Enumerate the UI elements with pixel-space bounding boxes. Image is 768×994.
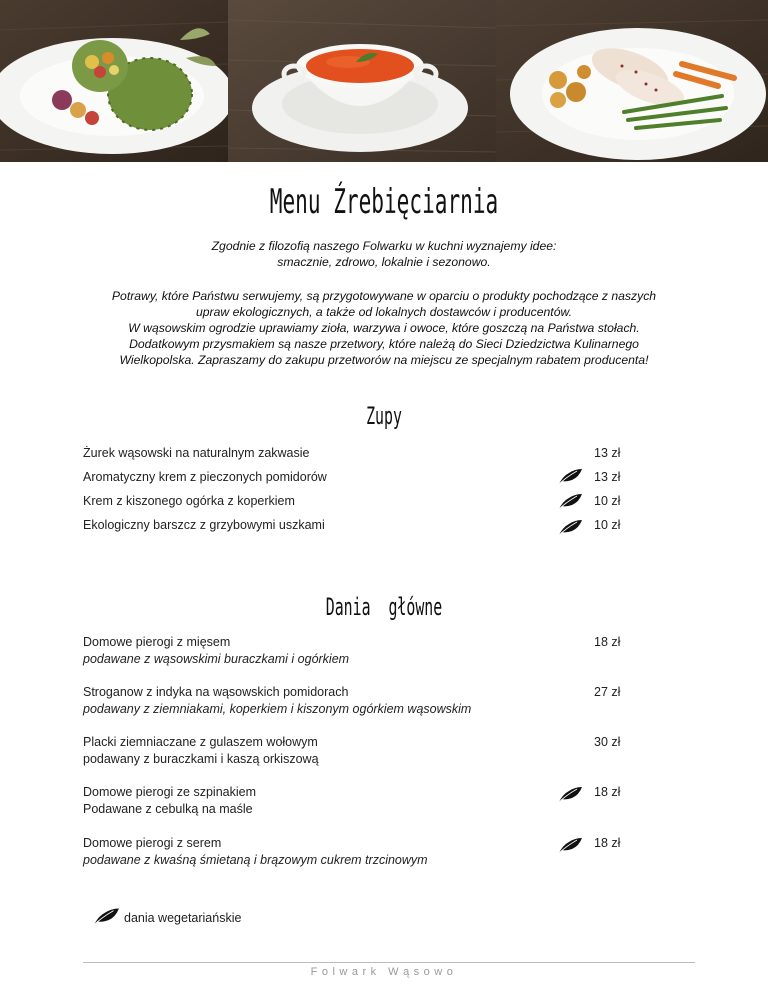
intro-line: smacznie, zdrowo, lokalnie i sezonowo. — [277, 255, 491, 269]
intro-line: Wielkopolska. Zapraszamy do zakupu przetworów na miejscu ze specjalnym rabatem producenta! — [119, 353, 649, 367]
menu-item-main — [83, 685, 683, 716]
menu-item-soup — [83, 494, 683, 508]
footer-brand: Folwark Wąsowo — [310, 966, 458, 978]
chicken-dish-photo — [496, 0, 768, 162]
menu-item-main — [83, 785, 683, 816]
item-name: Aromatyczny krem z pieczonych pomidorów — [83, 470, 327, 484]
item-name: Stroganow z indyka na wąsowskich pomidorach — [83, 685, 349, 699]
legend-label: dania wegetariańskie — [124, 911, 242, 925]
item-description: Podawane z cebulką na maśle — [83, 802, 253, 816]
item-description: podawany z buraczkami i kaszą orkiszową — [83, 752, 319, 766]
item-name: Domowe pierogi z serem — [83, 836, 222, 850]
menu-title: Menu Źrebięciarnia — [269, 182, 499, 222]
item-name: Placki ziemniaczane z gulaszem wołowym — [83, 735, 318, 749]
item-name: Krem z kiszonego ogórka z koperkiem — [83, 494, 295, 508]
photo-strip — [0, 0, 768, 162]
leaf-icon — [557, 785, 583, 803]
item-price: 13 zł — [594, 470, 621, 484]
menu-item-soup — [83, 518, 683, 532]
item-name: Ekologiczny barszcz z grzybowymi uszkami — [83, 518, 325, 532]
item-name: Domowe pierogi ze szpinakiem — [83, 785, 256, 799]
item-price: 10 zł — [594, 518, 621, 532]
item-name: Żurek wąsowski na naturalnym zakwasie — [83, 446, 310, 460]
item-price: 30 zł — [594, 735, 621, 749]
mains-section-title: Dania główne — [325, 593, 443, 621]
item-price: 18 zł — [594, 635, 621, 649]
intro-line: Potrawy, które Państwu serwujemy, są przygotowywane w oparciu o produkty pochodzące z naszych — [111, 289, 657, 303]
menu-item-soup — [83, 470, 683, 484]
item-price: 27 zł — [594, 685, 621, 699]
item-price: 18 zł — [594, 836, 621, 850]
leaf-icon — [92, 906, 120, 926]
vegetable-dish-photo — [0, 0, 228, 162]
item-price: 13 zł — [594, 446, 621, 460]
menu-item-soup — [83, 446, 683, 460]
intro-tagline — [60, 238, 708, 270]
tomato-soup-photo — [228, 0, 496, 162]
intro-line: Zgodnie z filozofią naszego Folwarku w kuchni wyznajemy idee: — [211, 239, 557, 253]
item-name: Domowe pierogi z mięsem — [83, 635, 231, 649]
intro-line: W wąsowskim ogrodzie uprawiamy zioła, warzywa i owoce, które goszczą na Państwa stołach. — [128, 321, 640, 335]
item-price: 10 zł — [594, 494, 621, 508]
menu-item-main — [83, 735, 683, 766]
leaf-icon — [557, 467, 583, 485]
item-price: 18 zł — [594, 785, 621, 799]
leaf-icon — [557, 836, 583, 854]
intro-line: upraw ekologicznych, a także od lokalnych dostawców i producentów. — [196, 305, 572, 319]
item-description: podawane z kwaśną śmietaną i brązowym cukrem trzcinowym — [83, 853, 428, 867]
menu-item-main — [83, 836, 683, 867]
leaf-icon — [557, 492, 583, 510]
soups-section-title: Zupy — [366, 402, 402, 430]
menu-item-main — [83, 635, 683, 666]
leaf-icon — [557, 518, 583, 536]
item-description: podawane z wąsowskimi buraczkami i ogórkiem — [83, 652, 350, 666]
intro-line: Dodatkowym przysmakiem są nasze przetwory, które należą do Sieci Dziedzictwa Kulinarnego — [129, 337, 639, 351]
footer-divider — [83, 962, 695, 963]
item-description: podawany z ziemniakami, koperkiem i kiszonym ogórkiem wąsowskim — [83, 702, 472, 716]
intro-paragraph — [60, 288, 708, 368]
